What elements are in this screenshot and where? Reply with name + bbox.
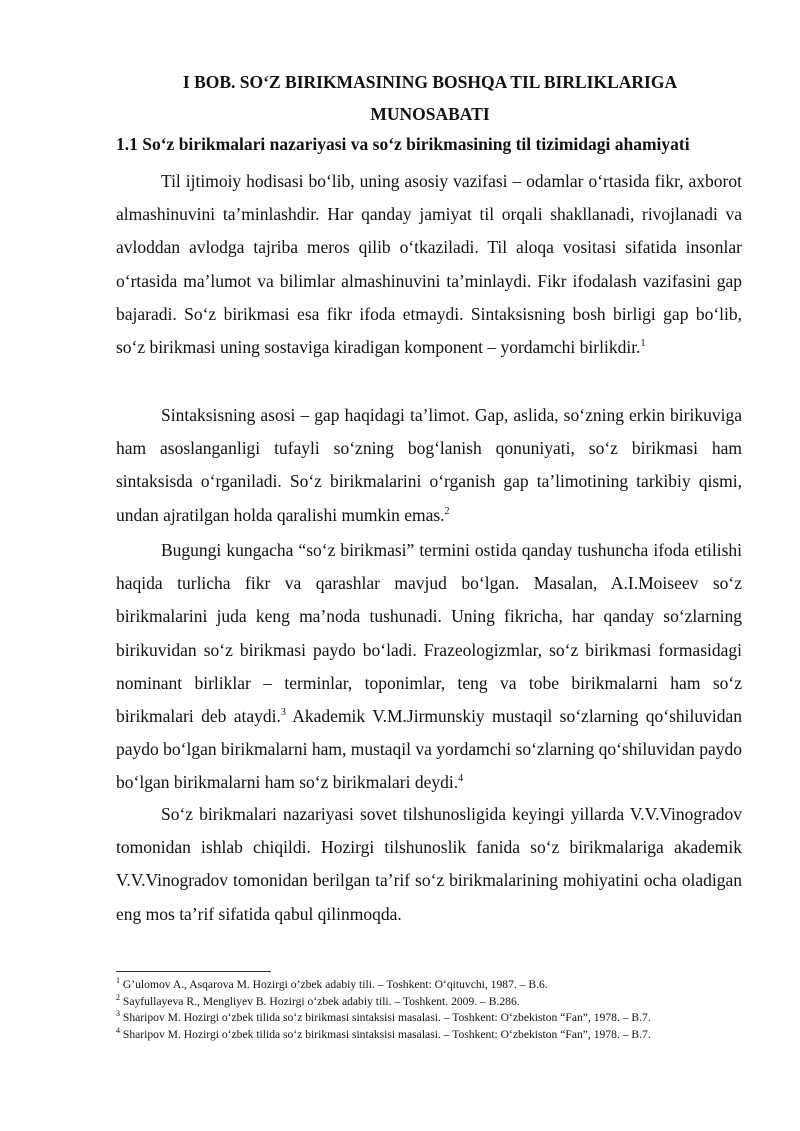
chapter-title-line-1: I BOB. SO‘Z BIRIKMASINING BOSHQA TIL BIRLIKLARIGA [182, 72, 678, 92]
chapter-title-line-2: MUNOSABATI [370, 104, 490, 124]
footnote-ref-4[interactable]: 4 [458, 773, 464, 785]
chapter-title [115, 66, 745, 130]
footnote-1 [116, 977, 756, 994]
paragraph-3 [116, 534, 742, 800]
footnote-number: 2 [116, 992, 120, 1002]
footnote-number: 4 [116, 1025, 120, 1035]
footnote-3 [116, 1010, 756, 1027]
paragraph-1-text: Til ijtimoiy hodisasi bo‘lib, uning asosiy vazifasi – odamlar o‘rtasida fikr, axborot almashinuvini ta’minlashdir. Har qanday jamiyat til orqali shakllanadi, rivojlanadi va avloddan avlodga tajriba meros qilib o‘tkaziladi. Til aloqa vositasi sifatida insonlar o‘rtasida ma’lumot va bilimlar almashinuvini ta’minlaydi. Fikr ifodalash vazifasini gap bajaradi. So‘z birikmasi esa fikr ifoda etmaydi. Sintaksisning bosh birligi gap bo‘lib, so‘z birikmasi uning sostaviga kiradigan komponent – yordamchi birlikdir. [116, 171, 742, 358]
paragraph-3-text-b: Akademik V.M.Jirmunskiy mustaqil so‘zlarning qo‘shiluvidan paydo bo‘lgan birikmalarni ham, mustaqil va yordamchi so‘zlarning qo‘shiluvidan paydo bo‘lgan birikmalarni ham so‘z birikmalari deydi. [116, 706, 742, 793]
footnote-4 [116, 1027, 756, 1044]
paragraph-4: So‘z birikmalari nazariyasi sovet tilshunosligida keyingi yillarda V.V.Vinogradov tomonidan ishlab chiqildi. Hozirgi tilshunoslik fanida so‘z birikmalariga akademik V.V.Vinogradov tomonidan berilgan ta’rif so‘z birikmalarining mohiyatini ocha oladigan eng mos ta’rif sifatida qabul qilinmoqda. [116, 804, 742, 924]
paragraph-3-text-a: Bugungi kungacha “so‘z birikmasi” termini ostida qanday tushuncha ifoda etilishi haqida turlicha fikr va qarashlar mavjud bo‘lgan. Masalan, A.I.Moiseev so‘z birikmalarini juda keng ma’noda tushunadi. Uning fikricha, har qanday so‘zlarning birikuvidan so‘z birikmasi paydo bo‘ladi. Frazeologizmlar, so‘z birikmasi formasidagi nominant birliklar – terminlar, toponimlar, teng va tobe birikmalarni ham so‘z birikmalari deb ataydi. [116, 540, 742, 727]
footnote-text: G’ulomov A., Asqarova M. Hozirgi o’zbek adabiy tili. – Toshkent: O‘qituvchi, 1987. – B.6. [122, 978, 548, 991]
footnote-separator [116, 971, 271, 972]
paragraph-2 [116, 399, 742, 532]
footnote-ref-1[interactable]: 1 [640, 338, 646, 350]
footnote-text: Sharipov M. Hozirgi o‘zbek tilida so‘z birikmasi sintaksisi masalasi. – Toshkent: O‘zbekiston “Fan”, 1978. – B.7. [122, 1011, 651, 1024]
footnote-ref-2[interactable]: 2 [444, 505, 450, 517]
footnote-ref-3[interactable]: 3 [280, 707, 286, 719]
footnotes-list [116, 977, 756, 1043]
paragraph-2-text: Sintaksisning asosi – gap haqidagi ta’limot. Gap, aslida, so‘zning erkin birikuviga ham asoslanganligi tufayli so‘zning bog‘lanish qonuniyati, so‘z birikmasi ham sintaksisda o‘rganiladi. So‘z birikmalarini o‘rganish gap ta’limotining tarkibiy qismi, undan ajratilgan holda qaralishi mumkin emas. [116, 405, 742, 525]
paragraph-1 [116, 165, 742, 364]
footnote-number: 1 [116, 976, 120, 986]
section-title: 1.1 So‘z birikmalari nazariyasi va so‘z birikmasining til tizimidagi ahamiyati [116, 134, 690, 154]
footnote-text: Sayfullayeva R., Mengliyev B. Hozirgi o‘zbek adabiy tili. – Toshkent. 2009. – B.286. [122, 994, 520, 1008]
footnote-text: Sharipov M. Hozirgi o‘zbek tilida so‘z birikmasi sintaksisi masalasi. – Toshkent: O‘zbekiston “Fan”, 1978. – B.7. [122, 1027, 651, 1041]
footnote-number: 3 [116, 1009, 120, 1019]
footnote-2 [116, 994, 756, 1011]
